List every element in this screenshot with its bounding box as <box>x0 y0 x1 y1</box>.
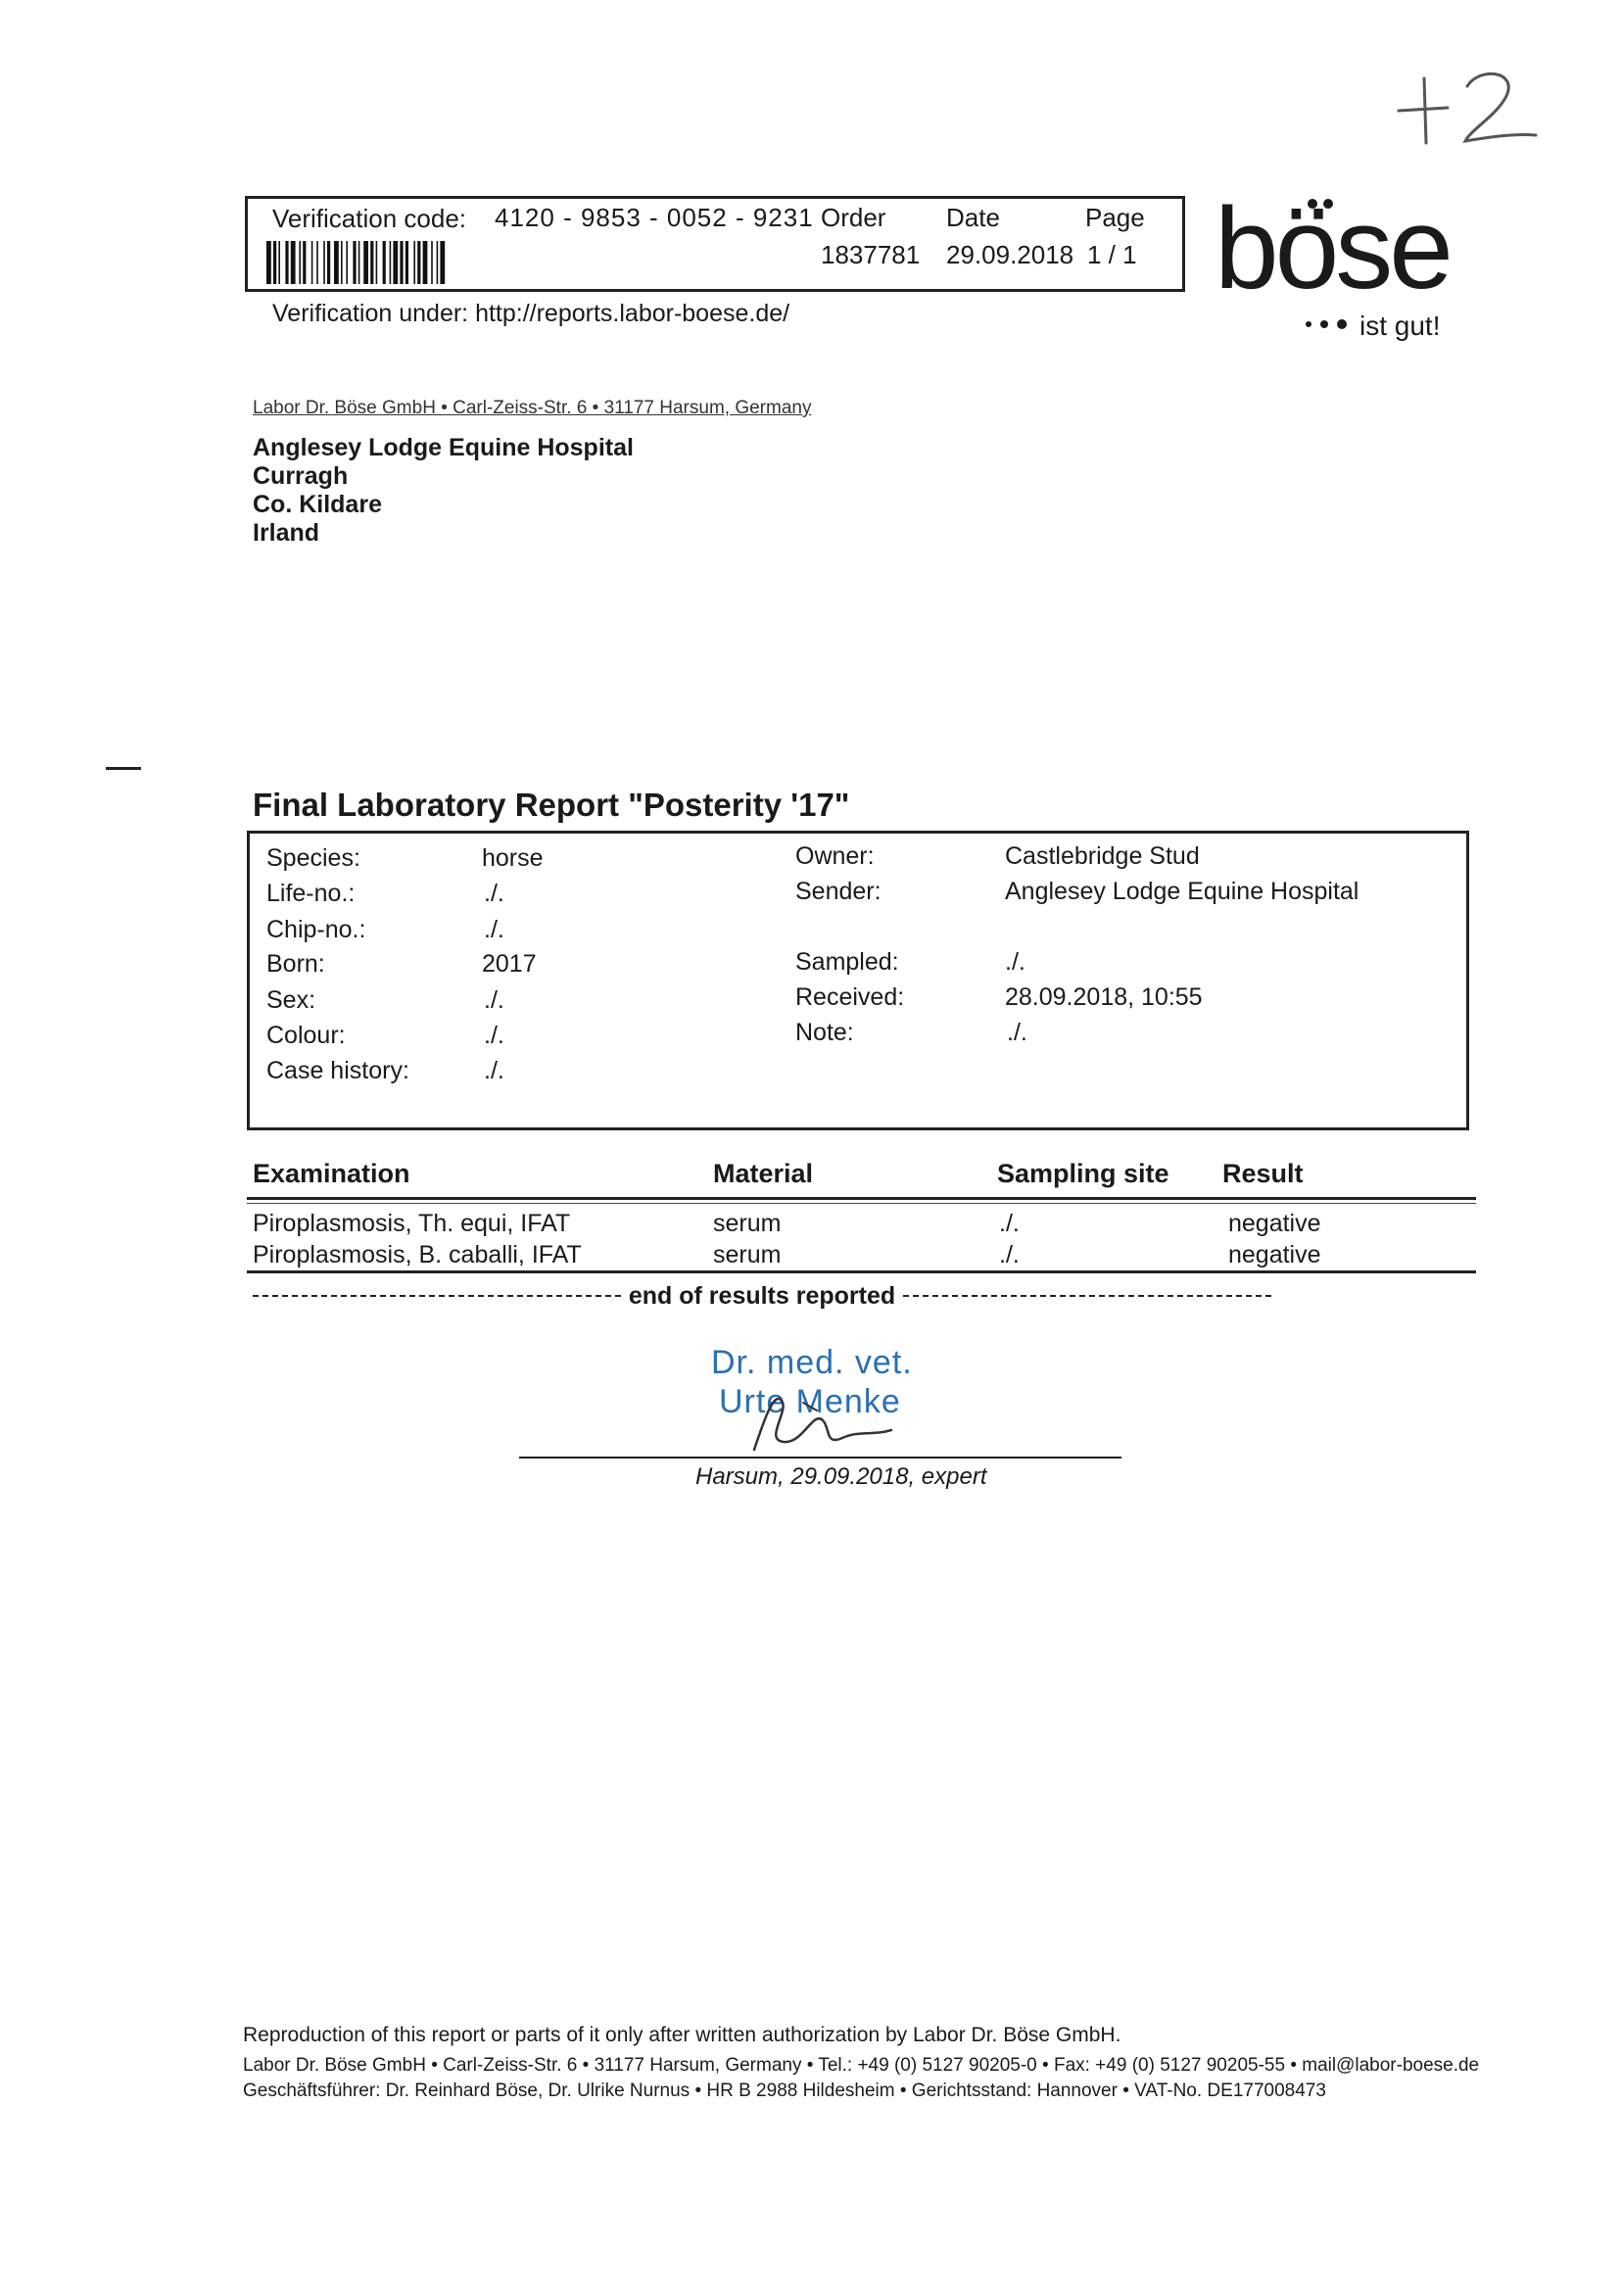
patient-info-box <box>247 831 1469 1130</box>
barcode-bar <box>334 241 339 284</box>
barcode-bar <box>285 241 288 284</box>
verification-code: 4120 - 9853 - 0052 - 9231 <box>495 203 814 232</box>
fold-mark <box>106 767 141 770</box>
info-value: ./. <box>484 1022 504 1049</box>
company-logo <box>1215 184 1469 348</box>
info-value: Anglesey Lodge Equine Hospital <box>1005 878 1359 905</box>
barcode-bar <box>311 241 313 284</box>
info-value: horse <box>482 844 544 872</box>
recipient-line: Irland <box>253 519 320 547</box>
report-title: Final Laboratory Report "Posterity '17" <box>253 787 850 823</box>
logo-wordmark: böse <box>1215 184 1450 313</box>
barcode <box>266 241 570 284</box>
barcode-bar <box>383 241 386 284</box>
barcode-bar <box>358 241 360 284</box>
order-label: Order <box>821 203 886 232</box>
barcode-bar <box>346 241 348 284</box>
info-label: Sex: <box>266 986 316 1014</box>
date-label: Date <box>946 203 1000 232</box>
info-label: Sender: <box>795 878 882 905</box>
barcode-bar <box>316 241 318 284</box>
barcode-bar <box>299 241 301 284</box>
logo-tagline: ist gut! <box>1359 311 1441 341</box>
table-cell-material: serum <box>713 1241 782 1268</box>
signature-stamp-title: Dr. med. vet. <box>711 1344 913 1381</box>
info-value: Castlebridge Stud <box>1005 842 1200 870</box>
column-header-examination: Examination <box>253 1159 410 1188</box>
info-value: ./. <box>484 1057 504 1084</box>
handwritten-page-mark <box>1381 57 1538 155</box>
table-bottom-rule <box>247 1270 1476 1273</box>
signature-caption: Harsum, 29.09.2018, expert <box>695 1463 987 1490</box>
footer-registration-line: Geschäftsführer: Dr. Reinhard Böse, Dr. Ulrike Nurnus • HR B 2988 Hildesheim • Gerichtsstand: Hannover • VAT-No. DE177008473 <box>243 2081 1326 2101</box>
info-value: ./. <box>484 880 504 907</box>
table-header-rule <box>247 1197 1476 1200</box>
barcode-bar <box>431 241 433 284</box>
barcode-bar <box>273 241 276 284</box>
barcode-bar <box>390 241 392 284</box>
recipient-line: Co. Kildare <box>253 491 382 518</box>
table-cell-examination: Piroplasmosis, B. caballi, IFAT <box>253 1241 582 1268</box>
table-header-rule <box>247 1203 1476 1204</box>
info-value: ./. <box>1007 1019 1027 1046</box>
barcode-bar <box>437 241 439 284</box>
info-value: ./. <box>1005 948 1025 976</box>
info-label: Life-no.: <box>266 880 356 907</box>
info-label: Species: <box>266 844 360 872</box>
barcode-bar <box>370 241 373 284</box>
barcode-bar <box>363 241 368 284</box>
table-cell-result: negative <box>1228 1241 1321 1268</box>
info-value: 28.09.2018, 10:55 <box>1005 983 1203 1011</box>
date-value: 29.09.2018 <box>946 240 1074 269</box>
barcode-bar <box>440 241 445 284</box>
info-label: Colour: <box>266 1022 346 1049</box>
info-value: 2017 <box>482 950 537 978</box>
barcode-bar <box>393 241 398 284</box>
order-value: 1837781 <box>821 240 921 269</box>
footer-reproduction-notice: Reproduction of this report or parts of it only after written authorization by Labor Dr. Böse GmbH. <box>243 2024 1121 2046</box>
barcode-bar <box>400 241 403 284</box>
info-label: Case history: <box>266 1057 409 1084</box>
handwritten-signature <box>744 1381 921 1459</box>
barcode-bar <box>353 241 356 284</box>
footer-contact-line: Labor Dr. Böse GmbH • Carl-Zeiss-Str. 6 • 31177 Harsum, Germany • Tel.: +49 (0) 5127 90205-0 • Fax: +49 (0) 5127 90205-55 • mail@labor-boese.de <box>243 2055 1480 2076</box>
info-label: Sampled: <box>795 948 899 976</box>
column-header-material: Material <box>713 1159 814 1188</box>
barcode-bar <box>291 241 296 284</box>
barcode-bar <box>376 241 378 284</box>
end-of-results-text: end of results reported <box>628 1281 896 1310</box>
recipient-line: Anglesey Lodge Equine Hospital <box>253 434 634 461</box>
barcode-bar <box>423 241 428 284</box>
table-cell-examination: Piroplasmosis, Th. equi, IFAT <box>253 1210 571 1237</box>
table-cell-result: negative <box>1228 1210 1321 1237</box>
signature-stamp-name: Urte Menke <box>719 1383 901 1420</box>
logo-dots-icon <box>1301 314 1356 334</box>
signature-line <box>519 1457 1121 1459</box>
info-label: Owner: <box>795 842 875 870</box>
info-value: ./. <box>484 916 504 943</box>
sender-return-address: Labor Dr. Böse GmbH • Carl-Zeiss-Str. 6 • 31177 Harsum, Germany <box>253 398 812 418</box>
column-header-sampling-site: Sampling site <box>997 1159 1169 1188</box>
barcode-bar <box>341 241 343 284</box>
dashed-rule <box>903 1295 1271 1297</box>
barcode-bar <box>327 241 330 284</box>
verification-code-label: Verification code: <box>272 204 467 233</box>
barcode-bar <box>417 241 420 284</box>
table-cell-sampling-site: ./. <box>999 1241 1020 1268</box>
page-label: Page <box>1085 203 1145 232</box>
recipient-line: Curragh <box>253 462 349 490</box>
end-of-results-line <box>253 1279 1271 1313</box>
verification-url[interactable]: Verification under: http://reports.labor-boese.de/ <box>272 300 790 327</box>
table-cell-material: serum <box>713 1210 782 1237</box>
barcode-bar <box>405 241 408 284</box>
dashed-rule <box>253 1295 621 1297</box>
table-cell-sampling-site: ./. <box>999 1210 1020 1237</box>
barcode-bar <box>413 241 415 284</box>
barcode-bar <box>266 241 271 284</box>
barcode-bar <box>323 241 325 284</box>
info-label: Received: <box>795 983 905 1011</box>
page-value: 1 / 1 <box>1087 240 1137 269</box>
info-label: Note: <box>795 1019 854 1046</box>
info-value: ./. <box>484 986 504 1014</box>
info-label: Born: <box>266 950 325 978</box>
info-label: Chip-no.: <box>266 916 366 943</box>
barcode-bar <box>303 241 306 284</box>
barcode-bar <box>278 241 280 284</box>
column-header-result: Result <box>1222 1159 1304 1188</box>
